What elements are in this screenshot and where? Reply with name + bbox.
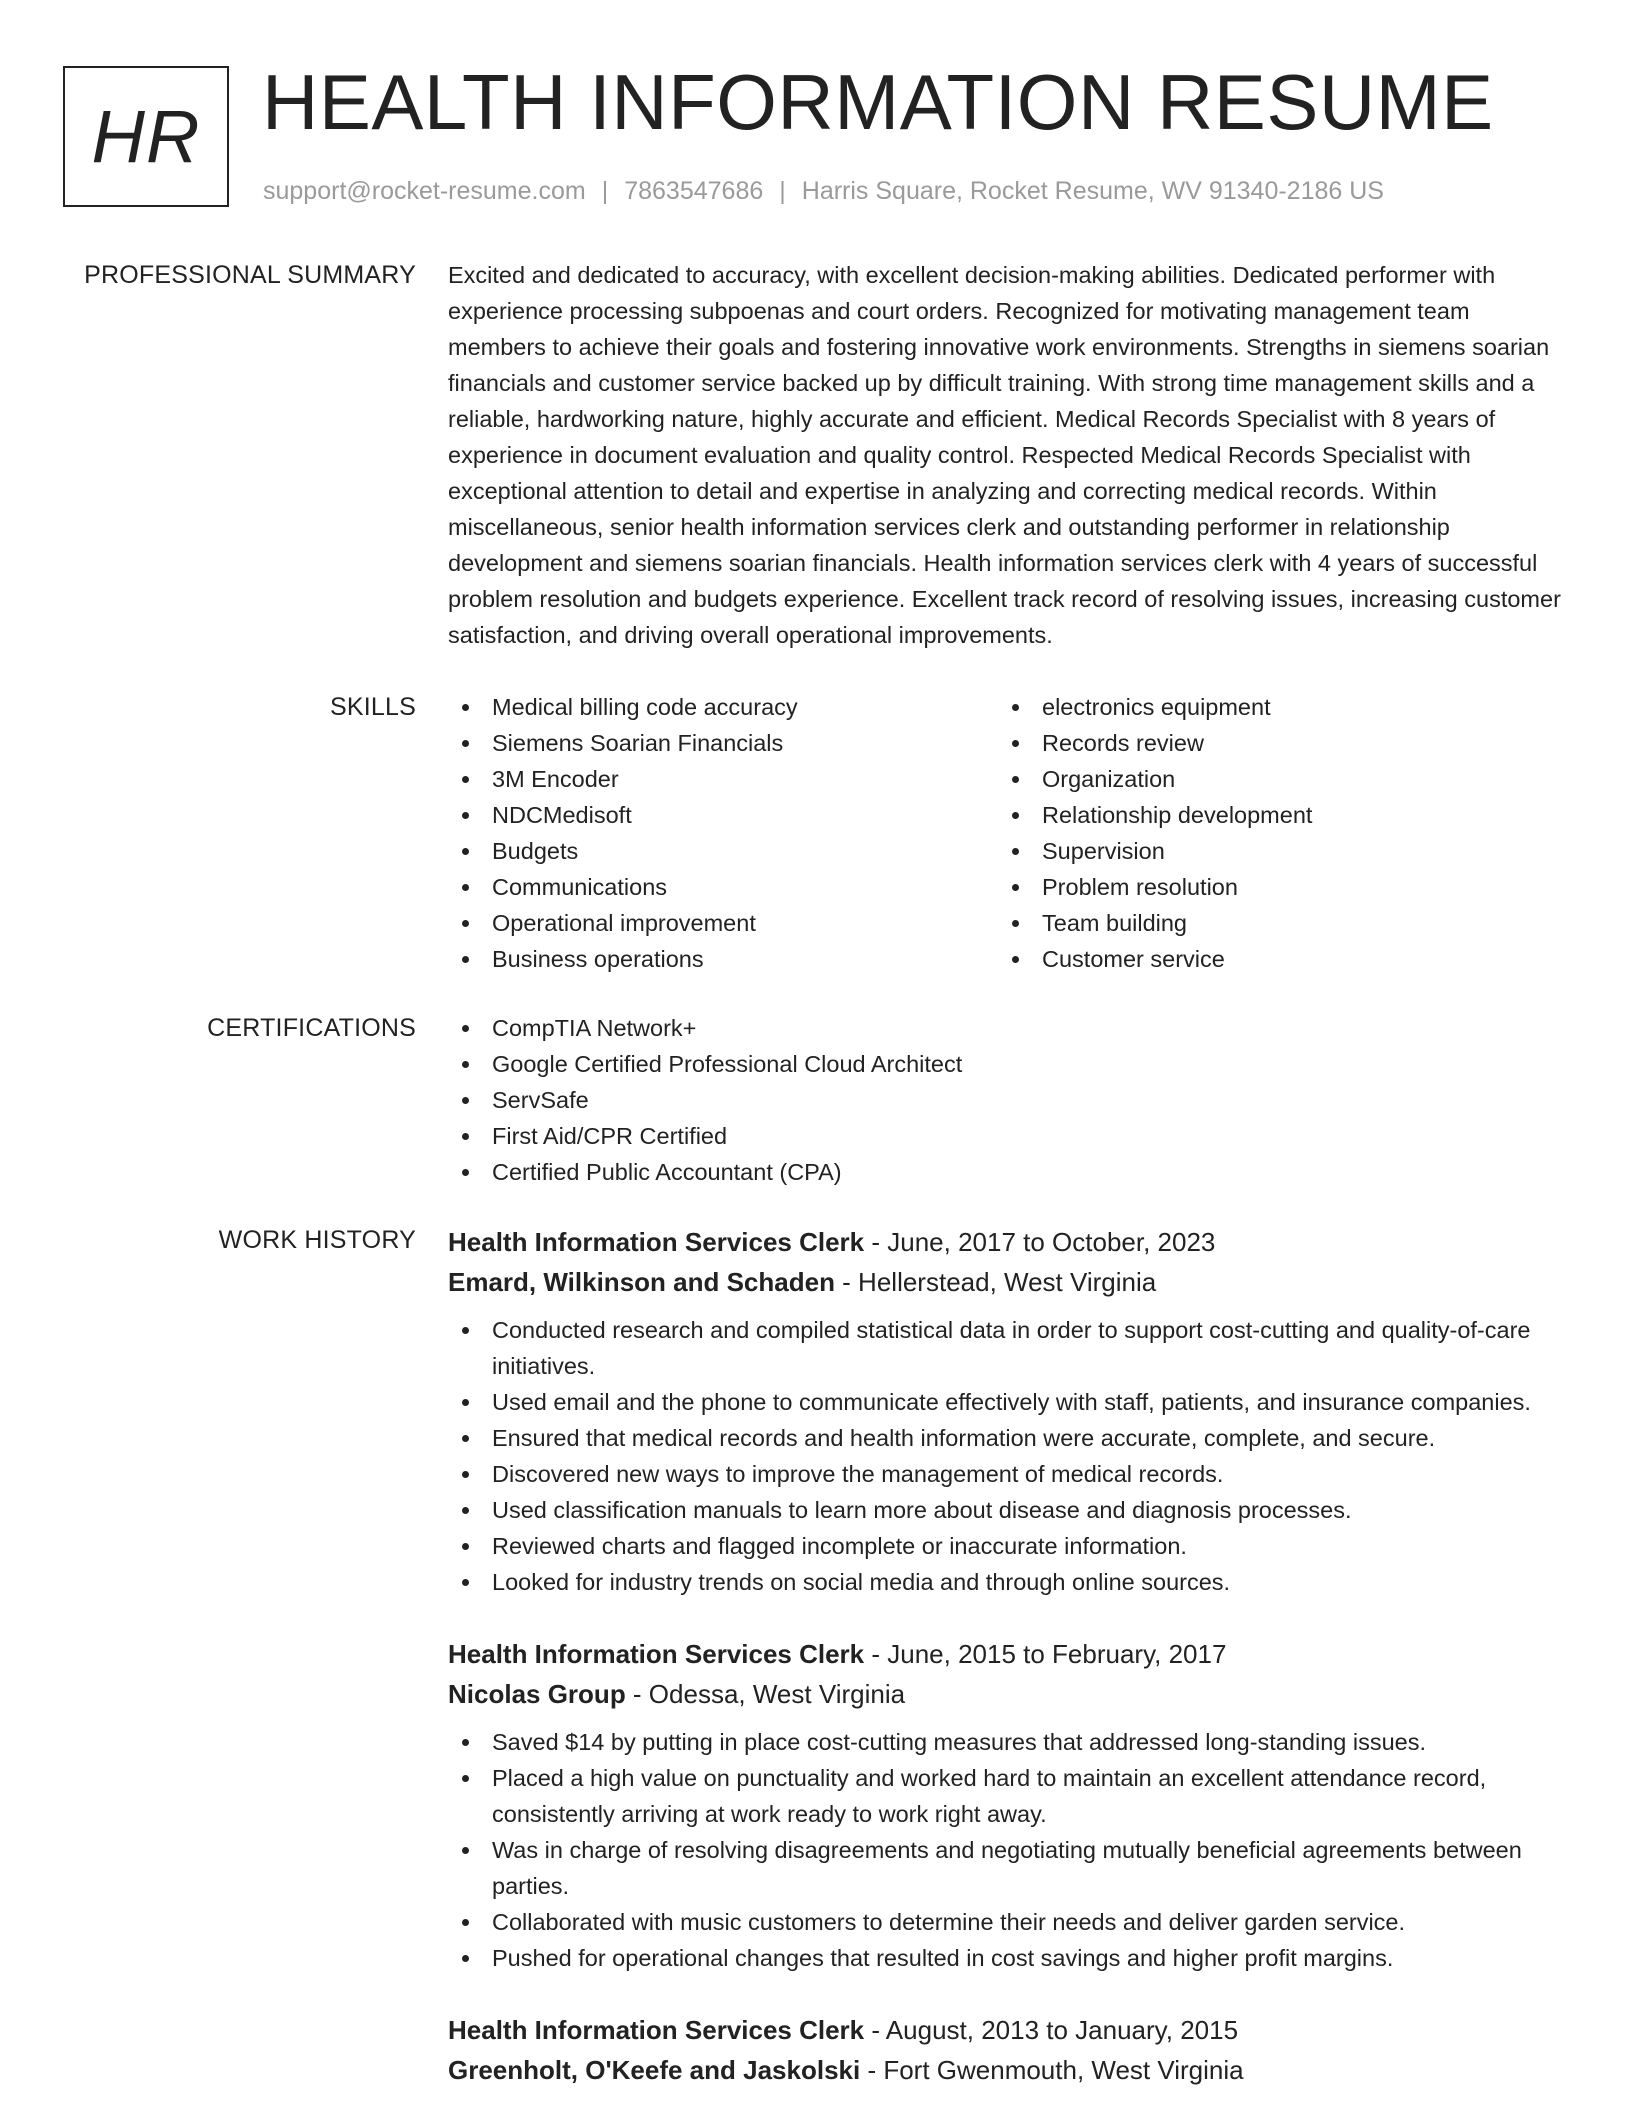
- list-item: Used email and the phone to communicate effectively with staff, patients, and insurance companies.: [448, 1384, 1570, 1420]
- list-item: Discovered new ways to improve the management of medical records.: [448, 1456, 1570, 1492]
- list-item: Records review: [998, 725, 1548, 761]
- summary-body: [448, 257, 1570, 653]
- job-role-line: [448, 1634, 1570, 1674]
- job-entry: [448, 2010, 1570, 2090]
- skills-list-left: [448, 689, 998, 977]
- job-dates: - June, 2015 to February, 2017: [864, 1639, 1227, 1669]
- job-company-line: [448, 1674, 1570, 1714]
- job-role-line: [448, 1222, 1570, 1262]
- job-location: - Hellerstead, West Virginia: [834, 1267, 1157, 1297]
- list-item: Communications: [448, 869, 998, 905]
- skills-columns: [448, 689, 1570, 977]
- job-role: Health Information Services Clerk: [448, 2015, 865, 2045]
- list-item: Looked for industry trends on social media and through online sources.: [448, 1564, 1570, 1600]
- list-item: Team building: [998, 905, 1548, 941]
- list-item: CompTIA Network+: [448, 1010, 1570, 1046]
- list-item: electronics equipment: [998, 689, 1548, 725]
- list-item: Conducted research and compiled statistical data in order to support cost-cutting and quality-of-care initiatives.: [448, 1312, 1570, 1384]
- list-item: Operational improvement: [448, 905, 998, 941]
- list-item: Reviewed charts and flagged incomplete or inaccurate information.: [448, 1528, 1570, 1564]
- skills-heading: SKILLS: [330, 693, 416, 721]
- contact-phone[interactable]: 7863547686: [624, 177, 764, 205]
- job-dates: - June, 2017 to October, 2023: [864, 1227, 1216, 1257]
- list-item: 3M Encoder: [448, 761, 998, 797]
- list-item: Pushed for operational changes that resulted in cost savings and higher profit margins.: [448, 1940, 1570, 1976]
- list-item: Saved $14 by putting in place cost-cutting measures that addressed long-standing issues.: [448, 1724, 1570, 1760]
- job-company-line: [448, 1262, 1570, 1302]
- job-entry: [448, 1222, 1570, 1600]
- contact-separator: |: [601, 177, 609, 205]
- contact-address: Harris Square, Rocket Resume, WV 91340-2186 US: [801, 177, 1384, 205]
- list-item: NDCMedisoft: [448, 797, 998, 833]
- job-dates: - August, 2013 to January, 2015: [864, 2015, 1239, 2045]
- list-item: ServSafe: [448, 1082, 1570, 1118]
- list-item: Customer service: [998, 941, 1548, 977]
- certifications-body: [448, 1010, 1570, 1190]
- monogram-logo: HR: [63, 66, 229, 207]
- certifications-list: [448, 1010, 1570, 1190]
- contact-email[interactable]: support@rocket-resume.com: [263, 177, 586, 205]
- work-history-heading: WORK HISTORY: [218, 1226, 416, 1254]
- list-item: Business operations: [448, 941, 998, 977]
- job-role: Health Information Services Clerk: [448, 1639, 865, 1669]
- list-item: Organization: [998, 761, 1548, 797]
- job-duties-list: [448, 1312, 1570, 1600]
- list-item: Budgets: [448, 833, 998, 869]
- job-role-line: [448, 2010, 1570, 2050]
- job-duties-list: [448, 1724, 1570, 1976]
- job-company: Greenholt, O'Keefe and Jaskolski: [448, 2055, 861, 2085]
- list-item: Relationship development: [998, 797, 1548, 833]
- resume-title: HEALTH INFORMATION RESUME: [262, 58, 1494, 146]
- job-entry: [448, 1634, 1570, 1976]
- list-item: First Aid/CPR Certified: [448, 1118, 1570, 1154]
- list-item: Siemens Soarian Financials: [448, 725, 998, 761]
- list-item: Placed a high value on punctuality and worked hard to maintain an excellent attendance record, consistently arriving at work ready to work right away.: [448, 1760, 1570, 1832]
- job-company: Nicolas Group: [448, 1679, 626, 1709]
- skills-list-right: [998, 689, 1548, 977]
- job-company-line: [448, 2050, 1570, 2090]
- list-item: Google Certified Professional Cloud Architect: [448, 1046, 1570, 1082]
- certifications-heading: CERTIFICATIONS: [207, 1014, 416, 1042]
- list-item: Problem resolution: [998, 869, 1548, 905]
- job-location: - Fort Gwenmouth, West Virginia: [860, 2055, 1244, 2085]
- list-item: Was in charge of resolving disagreements and negotiating mutually beneficial agreements between parties.: [448, 1832, 1570, 1904]
- list-item: Certified Public Accountant (CPA): [448, 1154, 1570, 1190]
- job-company: Emard, Wilkinson and Schaden: [448, 1267, 835, 1297]
- list-item: Supervision: [998, 833, 1548, 869]
- summary-heading: PROFESSIONAL SUMMARY: [84, 261, 416, 289]
- work-history-body: [448, 1222, 1570, 2124]
- list-item: Ensured that medical records and health information were accurate, complete, and secure.: [448, 1420, 1570, 1456]
- job-role: Health Information Services Clerk: [448, 1227, 865, 1257]
- job-location: - Odessa, West Virginia: [625, 1679, 906, 1709]
- summary-text: Excited and dedicated to accuracy, with excellent decision-making abilities. Dedicated performer with experience processing subpoenas and court orders. Recognized for motivating management team members to achieve their goals and fostering innovative work environments. Strengths in siemens soarian financials and customer service backed up by difficult training. With strong time management skills and a reliable, hardworking nature, highly accurate and efficient. Medical Records Specialist with 8 years of experience in document evaluation and quality control. Respected Medical Records Specialist with exceptional attention to detail and expertise in analyzing and correcting medical records. Within miscellaneous, senior health information services clerk and outstanding performer in relationship development and siemens soarian financials. Health information services clerk with 4 years of successful problem resolution and budgets experience. Excellent track record of resolving issues, increasing customer satisfaction, and driving overall operational improvements.: [448, 262, 1561, 648]
- list-item: Collaborated with music customers to determine their needs and deliver garden service.: [448, 1904, 1570, 1940]
- list-item: Medical billing code accuracy: [448, 689, 998, 725]
- contact-separator: |: [779, 177, 786, 205]
- list-item: Used classification manuals to learn more about disease and diagnosis processes.: [448, 1492, 1570, 1528]
- contact-line: [263, 174, 1384, 208]
